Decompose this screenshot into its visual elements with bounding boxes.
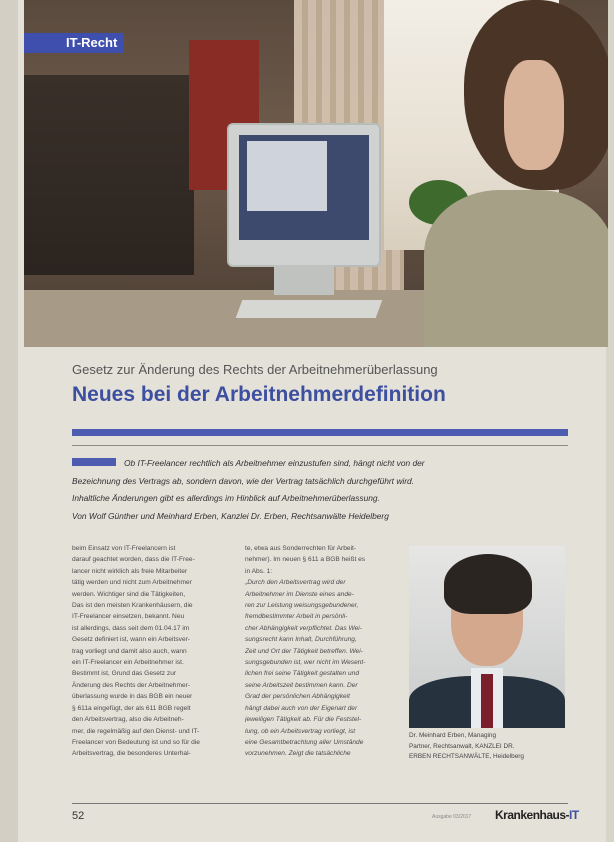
quote-line: seine Arbeitszeit bestimmen kann. Der — [245, 681, 358, 689]
caption-line: Partner, Rechtsanwalt, KANZLEI DR. — [409, 742, 515, 750]
body-line: § 611a eingefügt, der als 611 BGB regelt — [72, 704, 191, 712]
body-line: mer, die regelmäßig auf den Dienst- und IT- — [72, 727, 200, 735]
body-line: ein IT-Freelancer ein Arbeitnehmer ist. — [72, 659, 184, 667]
quote-line: fremdbestimmter Arbeit in persönli- — [245, 613, 348, 621]
photo-keyboard — [236, 300, 383, 318]
lead-line: Bezeichnung des Vertrags ab, sondern davon, wie der Vertrag tatsächlich durchgeführt wird. — [72, 475, 415, 486]
quote-line: Zeit und Ort der Tätigkeit betreffen. Wei- — [245, 647, 363, 655]
divider-rule — [72, 445, 568, 446]
body-line: tätig werden und nicht zum Arbeitnehmer — [72, 579, 192, 587]
body-line: Arbeitsvertrag, die besonderes Unterhal- — [72, 750, 191, 758]
body-line: überlassung wurde in das BGB ein neuer — [72, 693, 193, 701]
portrait-caption — [409, 731, 567, 763]
quote-line: eine Gesamtbetrachtung aller Umstände — [245, 738, 364, 746]
quote-line: vorzunehmen. Zeigt die tatsächliche — [245, 750, 351, 758]
quote-line: cher Abhängigkeit verpflichtet. Das Wei- — [245, 624, 362, 632]
article-headline: Neues bei der Arbeitnehmerdefinition — [72, 383, 446, 406]
page-edge — [0, 0, 18, 842]
quote-line: jeweiligen Tätigkeit ab. Für die Feststel- — [245, 716, 362, 724]
body-line: werden. Wichtiger sind die Tätigkeiten, — [72, 590, 186, 598]
page-number: 52 — [72, 810, 85, 822]
quote-line: sungsrecht kann Inhalt, Durchführung, — [245, 636, 357, 644]
quote-line: „Durch den Arbeitsvertrag wird der — [245, 579, 346, 587]
photo-monitor-screen — [239, 135, 369, 240]
body-line: ist allerdings, dass seit dem 01.04.17 im — [72, 624, 190, 632]
body-line: Das ist den meisten Krankenhäusern, die — [72, 602, 193, 610]
body-line: den Arbeitsvertrag, also die Arbeitneh- — [72, 716, 184, 724]
brand-logo — [495, 808, 579, 822]
article-kicker: Gesetz zur Änderung des Rechts der Arbeitnehmerüberlassung — [72, 362, 438, 377]
quote-line: hängt dabei auch von der Eigenart der — [245, 704, 358, 712]
body-column-1 — [72, 543, 240, 760]
author-portrait — [409, 546, 565, 728]
brand-it: IT — [569, 808, 579, 822]
section-tag: IT-Recht — [24, 33, 124, 53]
quote-line: sungsgebunden ist, wer nicht im Wesent- — [245, 659, 366, 667]
caption-line: ERBEN RECHTSANWÄLTE, Heidelberg — [409, 753, 524, 761]
quote-line: ren zur Leistung weisungsgebundener, — [245, 602, 359, 610]
body-line: IT-Freelancer einsetzen, bekannt. Neu — [72, 613, 185, 621]
brand-main: Krankenhaus- — [495, 808, 570, 822]
caption-line: Dr. Meinhard Erben, Managing — [409, 732, 497, 739]
body-column-2 — [245, 543, 405, 760]
body-line: Änderung des Rechts der Arbeitnehmer- — [72, 681, 191, 689]
body-line: in Abs. 1: — [245, 567, 273, 575]
quote-line: lichen frei seine Tätigkeit gestalten und — [245, 670, 359, 678]
headline-rule — [72, 429, 568, 436]
body-line: beim Einsatz von IT-Freelancern ist — [72, 545, 176, 552]
photo-monitor-stand — [274, 265, 334, 295]
portrait-tie — [481, 674, 493, 728]
lead-byline: Von Wolf Günther und Meinhard Erben, Kanzlei Dr. Erben, Rechtsanwälte Heidelberg — [72, 510, 389, 521]
photo-monitor-window — [247, 141, 327, 211]
lead-line: Inhaltliche Änderungen gibt es allerdings im Hinblick auf Arbeitnehmerüberlassung. — [72, 493, 380, 503]
photo-shelf — [24, 75, 194, 275]
portrait-hair — [444, 554, 532, 614]
footer-rule — [72, 803, 568, 804]
body-line: nehmer). Im neuen § 611 a BGB heißt es — [245, 556, 366, 564]
body-line: te, etwa aus Sonderrechten für Arbeit- — [245, 545, 357, 552]
quote-line: lung, ob ein Arbeitsvertrag vorliegt, ist — [245, 727, 356, 735]
photo-person-body — [424, 190, 608, 347]
photo-monitor — [229, 125, 379, 265]
issue-label: Ausgabe 03/2017 — [432, 814, 472, 820]
lead-line: Ob IT-Freelancer rechtlich als Arbeitnehmer einzustufen sind, hängt nicht von der — [124, 458, 425, 468]
body-line: Bestimmt ist, Grund das Gesetz zur — [72, 670, 177, 678]
photo-person-face — [504, 60, 564, 170]
body-line: Gesetz definiert ist, wann ein Arbeitsver- — [72, 636, 191, 644]
body-line: Freelancer von Bedeutung ist und so für die — [72, 738, 200, 746]
body-line: lancer nicht wirklich als freie Mitarbeiter — [72, 567, 188, 575]
quote-line: Grad der persönlichen Abhängigkeit — [245, 693, 350, 701]
body-line: trag vorliegt und damit also auch, wann — [72, 647, 187, 655]
quote-line: Arbeitnehmer im Dienste eines ande- — [245, 590, 354, 598]
body-line: darauf geachtet worden, dass die IT-Free- — [72, 556, 195, 564]
article-lead — [72, 455, 542, 525]
